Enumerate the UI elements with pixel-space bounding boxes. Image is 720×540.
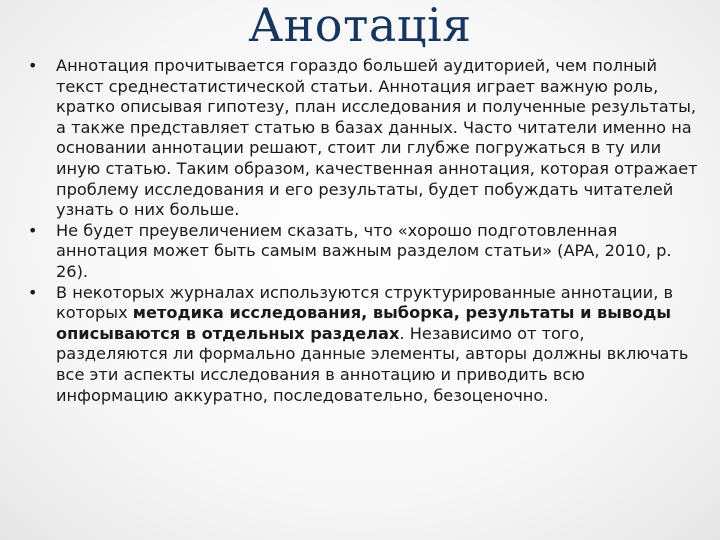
bullet-icon: • <box>28 282 38 302</box>
bullet-text-after: . Независимо от того, разделяются ли формально данные элементы, авторы должны включать все эти аспекты исследования в аннотацию и приводить всю информацию аккуратно, последовательно, безоценочно. <box>56 323 689 405</box>
bullet-icon: • <box>28 220 38 240</box>
bullet-text: Аннотация прочитывается гораздо большей аудиторией, чем полный текст среднестатистической статьи. Аннотация играет важную роль, кратко описывая гипотезу, план исследования и полученные результаты, а также представляет статью в базах данных. Часто читатели именно на основании аннотации решают, стоит ли глубже погружаться в ту или иную статью. Таким образом, качественная аннотация, которая отражает проблему исследования и его результаты, будет побуждать читателей узнать о них больше. <box>56 56 698 220</box>
bullet-icon: • <box>28 56 38 75</box>
bullet-item <box>26 283 698 407</box>
slide-title: Анотація <box>248 0 472 52</box>
bullet-text-bold: методика исследования, выборка, результаты и выводы описываются в отдельных разделах <box>56 303 672 343</box>
bullet-item <box>26 221 698 283</box>
bullet-text-before: В некоторых журналах используются структурированные аннотации, в которых <box>56 282 674 323</box>
bullet-item <box>26 56 698 221</box>
bullet-text: Не будет преувеличением сказать, что «хорошо подготовленная аннотация может быть самым важным разделом статьи» (APA, 2010, p. 26). <box>56 220 672 281</box>
bullet-list <box>26 56 698 406</box>
